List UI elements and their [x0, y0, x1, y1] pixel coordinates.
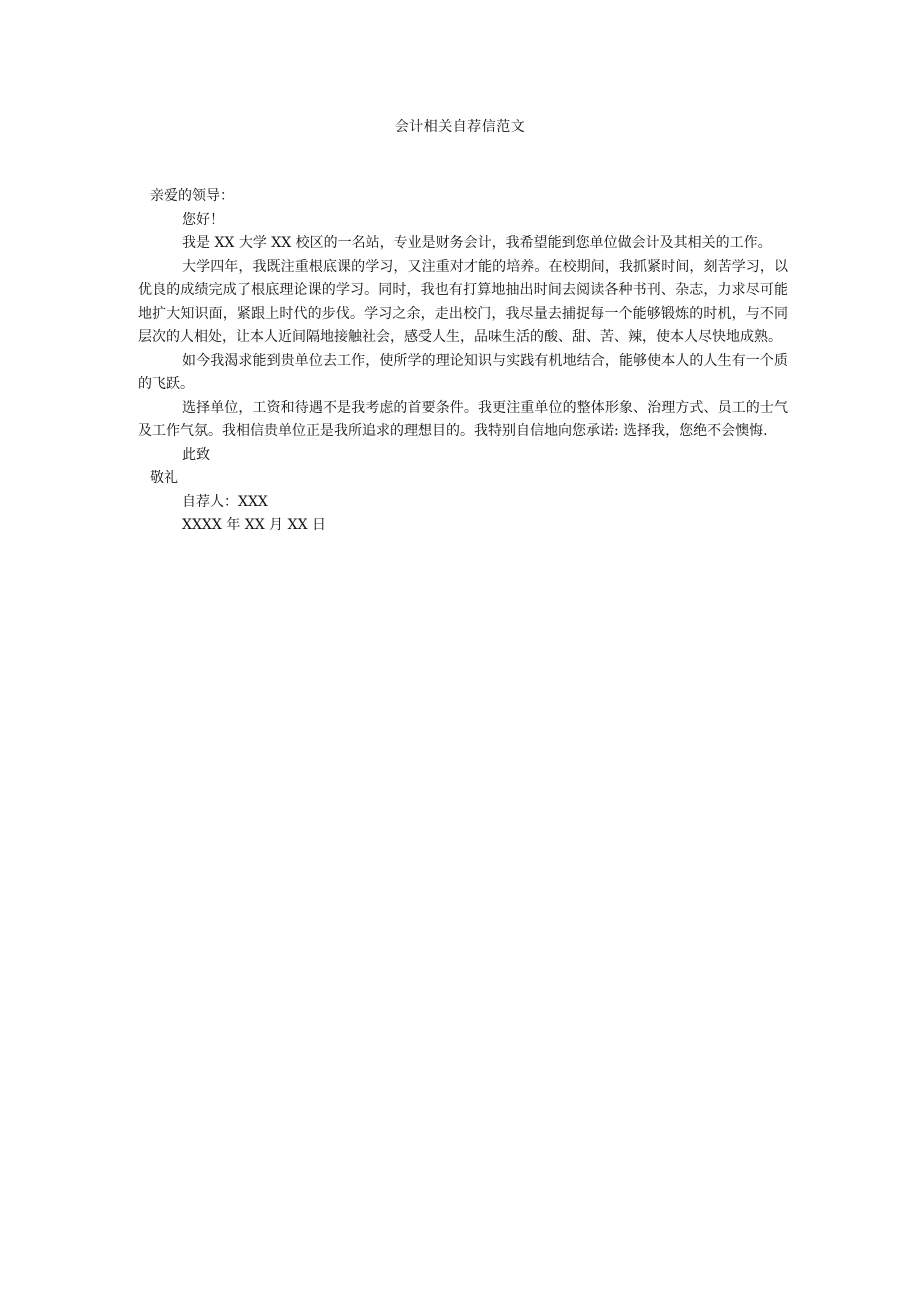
- paragraph-intro: 我是 XX 大学 XX 校区的一名站，专业是财务会计，我希望能到您单位做会计及其相关的工作。: [182, 235, 772, 251]
- paragraph-aspiration: 如今我渴求能到贵单位去工作，使所学的理论知识与实践有机地结合，能够使本人的人生有一个质的飞跃。: [138, 352, 788, 392]
- greeting: 您好！: [182, 211, 224, 228]
- paragraph-choice: 选择单位，工资和待遇不是我考虑的首要条件。我更注重单位的整体形象、治理方式、员工的士气及工作气氛。我相信贵单位正是我所追求的理想目的。我特别自信地向您承诺: 选择我，您绝不会懊悔.: [138, 399, 788, 439]
- closing-cizhi: 此致: [182, 446, 210, 463]
- closing-jingli: 敬礼: [150, 470, 178, 486]
- signature: 自荐人：XXX: [182, 493, 268, 510]
- date: XXXX 年 XX 月 XX 日: [182, 517, 326, 533]
- document-title: 会计相关自荐信范文: [394, 119, 526, 135]
- paragraph-study: 大学四年，我既注重根底课的学习，又注重对才能的培养。在校期间，我抓紧时间，刻苦学习，以优良的成绩完成了根底理论课的学习。同时，我也有打算地抽出时间去阅读各种书刊、杂志，力求尽可能地扩大知识面，紧跟上时代的步伐。学习之余，走出校门，我尽量去捕捉每一个能够锻炼的时机，与不同层次的人相处，让本人近间隔地接触社会，感受人生，品味生活的酸、甜、苦、辣，使本人尽快地成熟。: [138, 258, 788, 345]
- letter-body: [138, 185, 788, 538]
- salutation: 亲爱的领导：: [150, 188, 234, 204]
